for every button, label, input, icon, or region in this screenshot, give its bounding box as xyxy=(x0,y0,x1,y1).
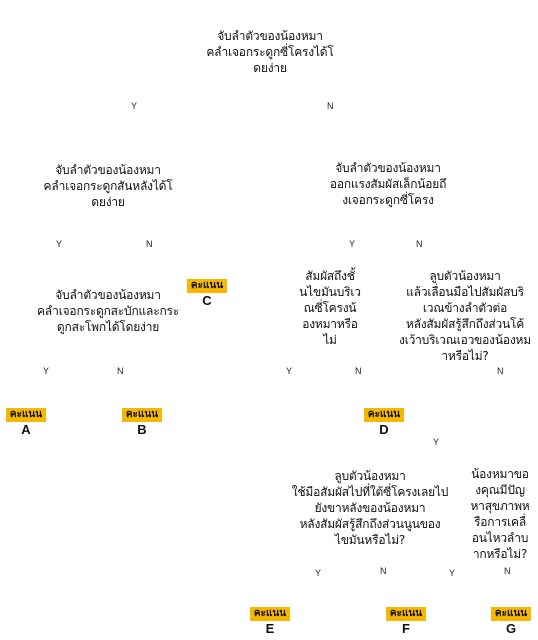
yes-label: Y xyxy=(349,239,356,249)
root-question: จับลำตัวของน้องหมา คลำเจอกระดูกซี่โครงได้โ ดยง่าย xyxy=(206,29,334,75)
score-badge: คะแนน xyxy=(187,279,227,293)
no-label: N xyxy=(355,366,362,376)
yes-label: Y xyxy=(449,568,456,578)
yes-label: Y xyxy=(315,568,322,578)
question-waist-curve: ลูบตัวน้องหมา แล้วเลื่อนมือไปสัมผัสบริ เวณข้างลำตัวต่อ หลังสัมผัสรู้สึกถึงส่วนโค้ งเว้าบริเวณเอวของน้องหม าหรือไม่? xyxy=(399,269,531,363)
no-label: N xyxy=(327,101,334,111)
yes-label: Y xyxy=(286,366,293,376)
score-letter: A xyxy=(21,422,31,437)
score-letter: F xyxy=(402,621,410,636)
no-label: N xyxy=(504,566,511,576)
yes-label: Y xyxy=(433,437,440,447)
score-badge: คะแนน xyxy=(122,408,162,422)
score-e xyxy=(248,601,292,636)
score-b xyxy=(120,402,164,437)
score-c xyxy=(185,273,229,308)
yes-label: Y xyxy=(56,239,63,249)
no-label: N xyxy=(416,239,423,249)
score-badge: คะแนน xyxy=(250,607,290,621)
score-a xyxy=(4,402,48,437)
score-f xyxy=(384,601,428,636)
score-letter: E xyxy=(265,621,275,636)
score-g xyxy=(489,601,533,636)
no-label: N xyxy=(497,366,504,376)
score-letter: C xyxy=(202,293,212,308)
question-belly-fat: ลูบตัวน้องหมา ใช้มือสัมผัสไปที่ใต้ซี่โครงเลยไป ยังขาหลังของน้องหมา หลังสัมผัสรู้สึกถึงส่วนนูนของ ไขมันหรือไม่? xyxy=(291,469,449,547)
no-label: N xyxy=(117,366,124,376)
no-label: N xyxy=(380,566,387,576)
score-badge: คะแนน xyxy=(6,408,46,422)
score-badge: คะแนน xyxy=(386,607,426,621)
question-fat-layer-ribs: สัมผัสถึงชั้ นไขมันบริเว ณซี่โครงน้ องหมาหรือ ไม่ xyxy=(299,269,361,347)
score-letter: B xyxy=(137,422,147,437)
score-d xyxy=(362,402,406,437)
score-badge: คะแนน xyxy=(364,408,404,422)
yes-label: Y xyxy=(131,101,138,111)
question-light-touch-ribs: จับลำตัวของน้องหมา ออกแรงสัมผัสเล็กน้อยถึ งเจอกระดูกซี่โครง xyxy=(329,161,447,207)
score-letter: G xyxy=(505,621,517,636)
score-badge: คะแนน xyxy=(491,607,531,621)
no-label: N xyxy=(146,239,153,249)
question-spine-bones: จับลำตัวของน้องหมา คลำเจอกระดูกสันหลังได้โ ดยง่าย xyxy=(43,163,173,209)
question-health-mobility: น้องหมาขอ งคุณมีปัญ หาสุขภาพห รือการเคลื่ อนไหวลำบ ากหรือไม่? xyxy=(470,467,530,561)
yes-label: Y xyxy=(43,366,50,376)
score-letter: D xyxy=(379,422,389,437)
question-shoulder-hip-bones: จับลำตัวของน้องหมา คลำเจอกระดูกสะบักและกระ ดูกสะโพกได้โดยง่าย xyxy=(36,288,180,334)
